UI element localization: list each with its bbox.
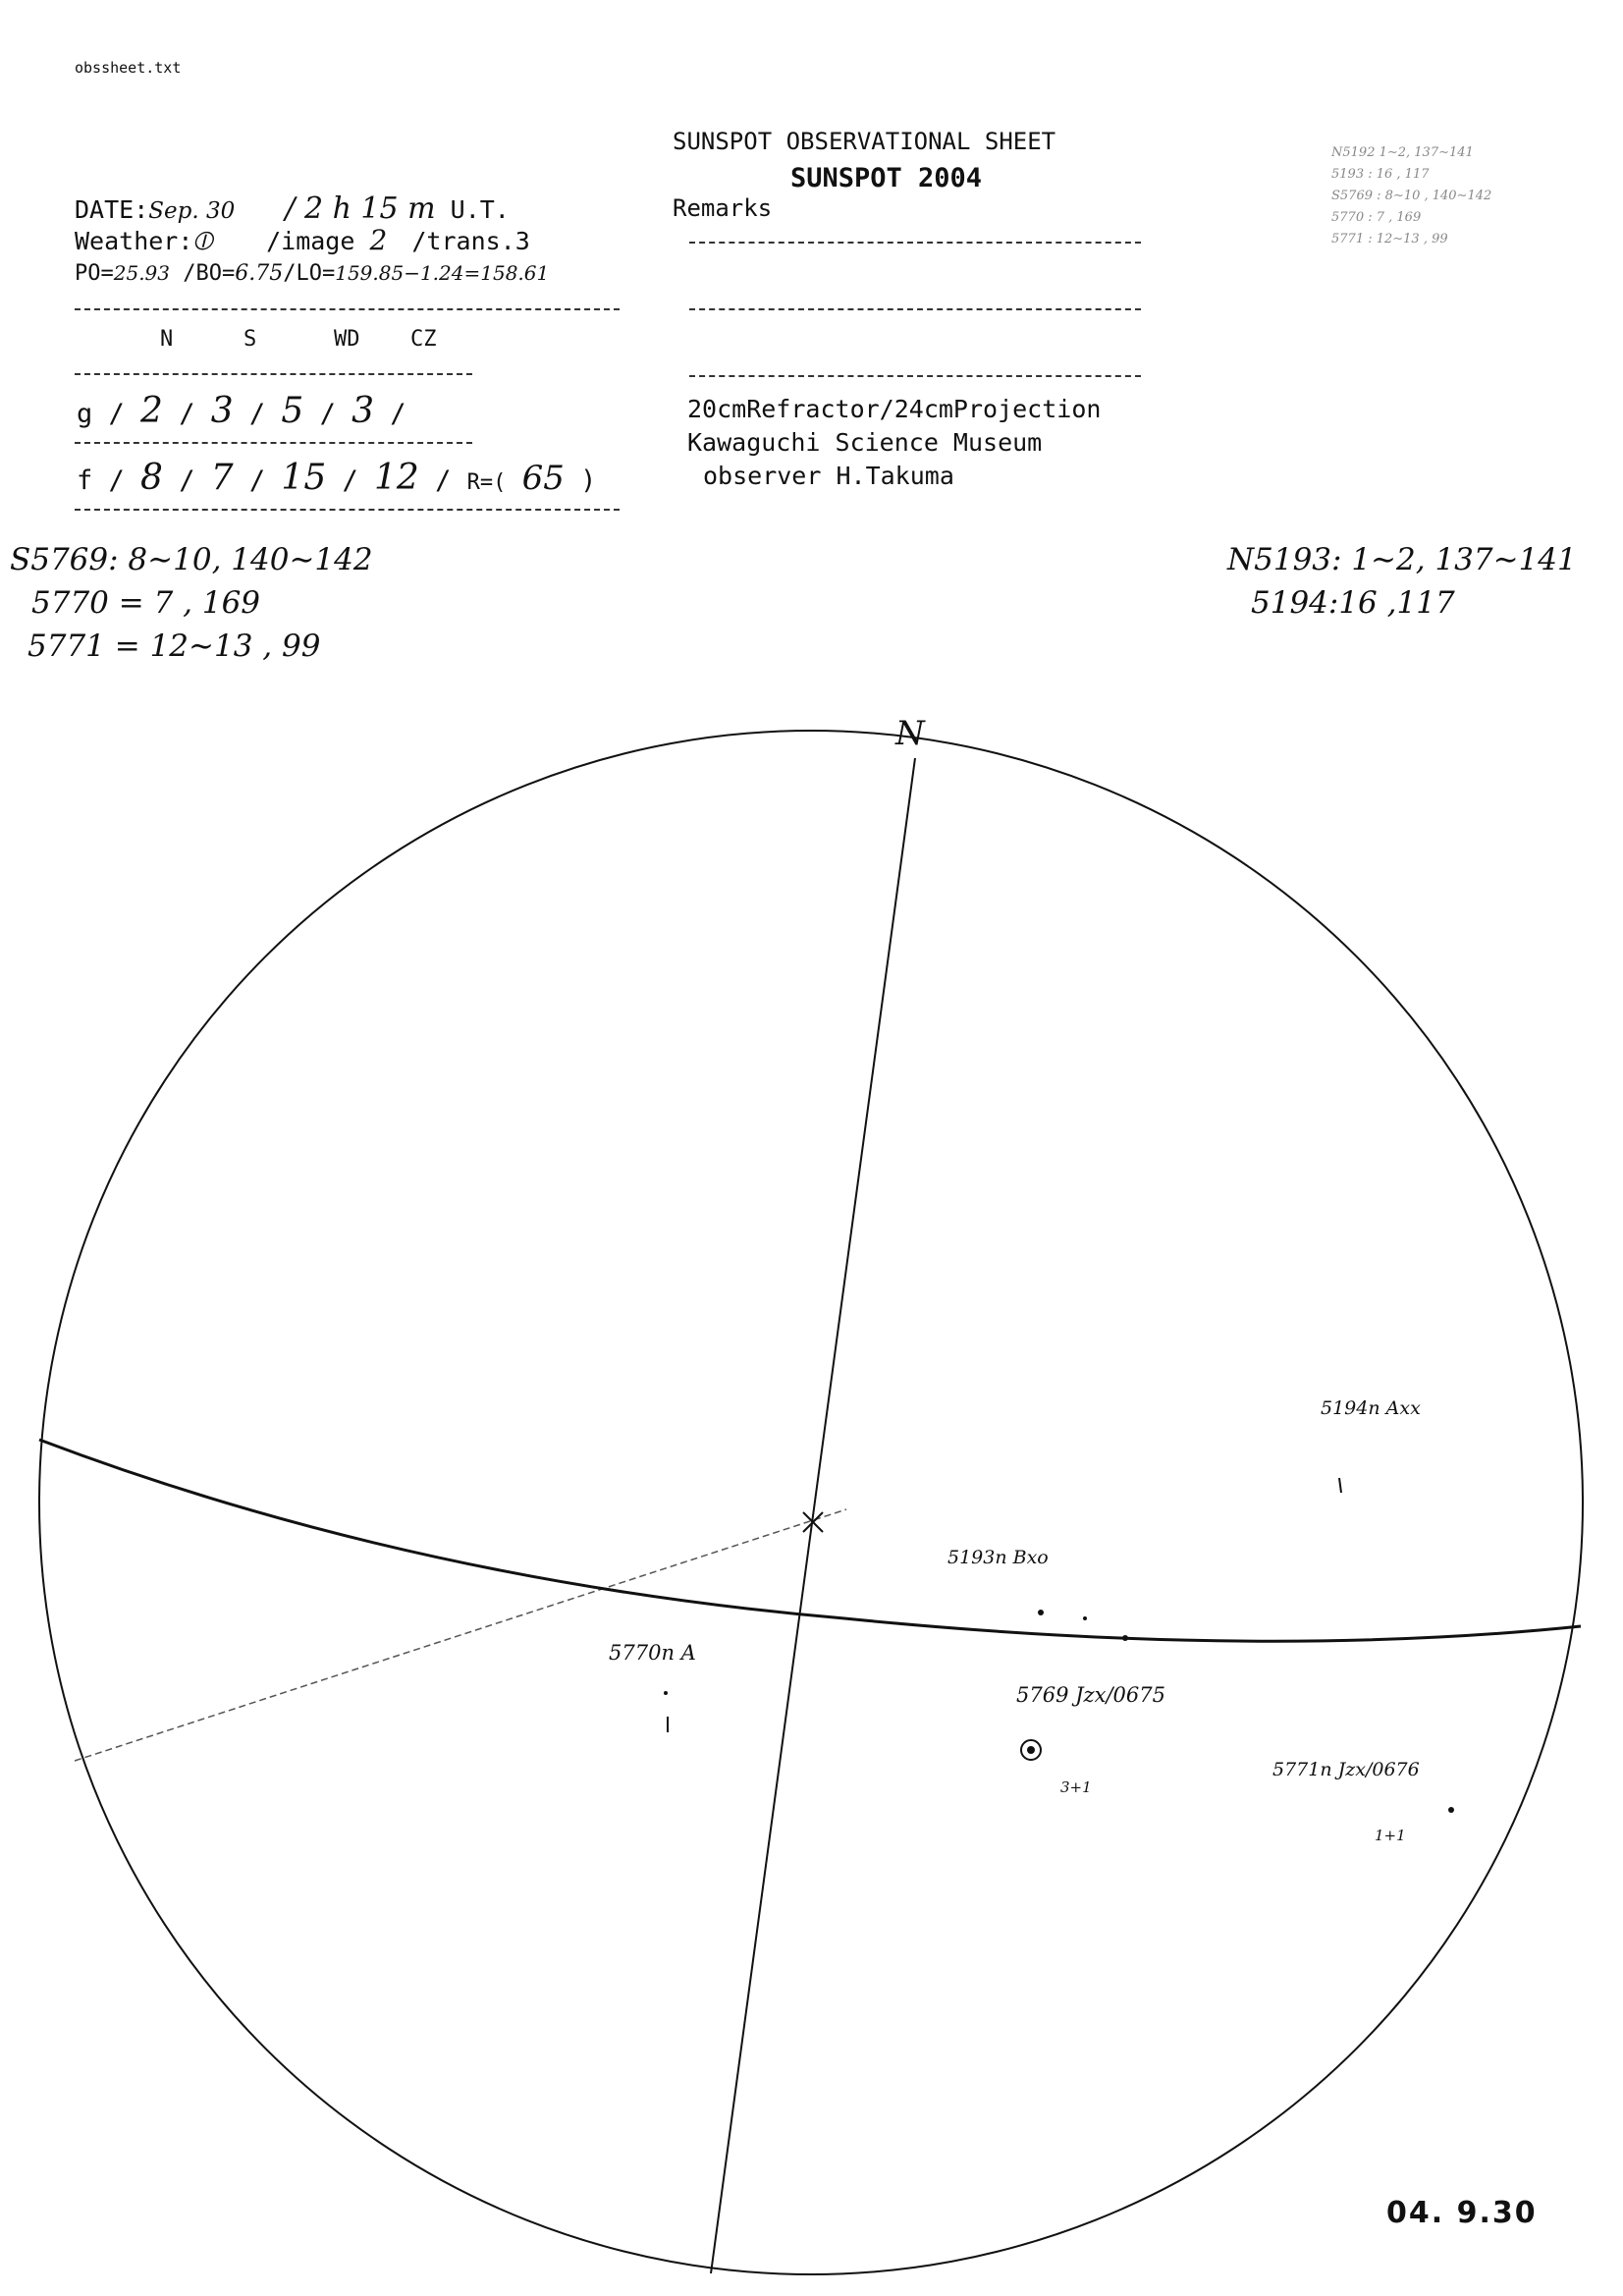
g-value-s: 3: [210, 391, 234, 431]
north-mark: N: [895, 714, 925, 753]
f-value-n: 8: [140, 458, 163, 498]
r-value: 65: [521, 459, 565, 498]
right-note: 5194:16 ,117: [1251, 585, 1455, 621]
left-note: 5771 = 12∼13 , 99: [27, 629, 321, 664]
g-row: g / 2 / 3 / 5 / 3 /: [77, 391, 406, 431]
left-note: S5769: 8∼10, 140∼142: [10, 542, 373, 577]
g-label: g: [77, 399, 93, 429]
image-label: /image: [266, 227, 355, 255]
date-label: DATE:: [75, 195, 149, 224]
solar-disk-outline: [39, 731, 1583, 2274]
po-value: 25.93: [113, 261, 171, 285]
equator-line: [75, 1509, 846, 1761]
sunspot-mark: [664, 1691, 668, 1695]
f-row: f / 8 / 7 / 15 / 12 / R=( 65 ): [77, 458, 597, 498]
sunspot-mark: [1448, 1807, 1454, 1813]
institution: Kawaguchi Science Museum: [687, 428, 1043, 457]
date-stamp: 04. 9.30: [1386, 2196, 1538, 2230]
group-count: 1+1: [1375, 1827, 1406, 1844]
counts-header-s: S: [243, 327, 257, 352]
group-count: 3+1: [1060, 1778, 1092, 1796]
f-label: f: [77, 465, 93, 496]
instrument: 20cmRefractor/24cmProjection: [687, 395, 1102, 423]
time-value: / 2 h 15 m: [285, 191, 436, 226]
group-label: 5193n Bxo: [947, 1547, 1049, 1568]
group-label: 5771n Jzx/0676: [1272, 1759, 1420, 1780]
filename: obssheet.txt: [75, 59, 182, 77]
weather-value: ⦶: [192, 226, 213, 256]
f-value-s: 7: [210, 458, 234, 498]
remarks-label: Remarks: [673, 194, 773, 222]
f-value-wd: 15: [281, 458, 327, 498]
bo-value: 6.75: [235, 261, 284, 286]
sunspot-mark: [1339, 1478, 1341, 1493]
g-value-wd: 5: [281, 391, 304, 431]
bo-label: /BO=: [183, 261, 236, 286]
g-value-cz: 3: [352, 391, 375, 431]
corner-note: 5770 : 7 , 169: [1331, 210, 1422, 225]
lo-label: /LO=: [283, 261, 336, 286]
sheet-title: SUNSPOT OBSERVATIONAL SHEET: [673, 128, 1056, 155]
sunspot-mark: [1038, 1610, 1044, 1615]
sunspot-mark: [1027, 1746, 1035, 1754]
sunspot-mark: [1083, 1616, 1087, 1620]
f-value-cz: 12: [374, 458, 419, 498]
trans-label: /trans.3: [411, 227, 530, 255]
g-value-n: 2: [140, 391, 163, 431]
weather-label: Weather:: [75, 227, 193, 255]
time-unit: U.T.: [450, 195, 510, 224]
group-label: 5770n A: [609, 1641, 696, 1665]
lo-value: 159.85−1.24=158.61: [335, 261, 550, 285]
group-label: 5769 Jzx/0675: [1016, 1683, 1165, 1707]
counts-header-n: N: [160, 327, 174, 352]
observer: observer H.Takuma: [703, 462, 954, 490]
corner-note: N5192 1∼2, 137∼141: [1331, 145, 1474, 160]
corner-note: S5769 : 8∼10 , 140∼142: [1331, 189, 1492, 203]
sheet-subtitle: SUNSPOT 2004: [790, 163, 983, 193]
corner-note: 5193 : 16 , 117: [1331, 167, 1430, 182]
counts-header-wd: WD: [334, 327, 360, 352]
right-note: N5193: 1∼2, 137∼141: [1227, 542, 1577, 577]
left-note: 5770 = 7 , 169: [31, 585, 261, 621]
image-value: 2: [369, 224, 388, 256]
po-label: PO=: [75, 261, 114, 286]
counts-header-cz: CZ: [410, 327, 437, 352]
sunspot-mark: [1122, 1635, 1128, 1641]
date-value: Sep. 30: [148, 198, 236, 224]
r-label: R=(: [466, 470, 507, 495]
corner-note: 5771 : 12∼13 , 99: [1331, 232, 1448, 246]
group-label: 5194n Axx: [1321, 1397, 1421, 1419]
r-close: ): [580, 465, 597, 496]
solar-axis-line: [711, 758, 915, 2273]
